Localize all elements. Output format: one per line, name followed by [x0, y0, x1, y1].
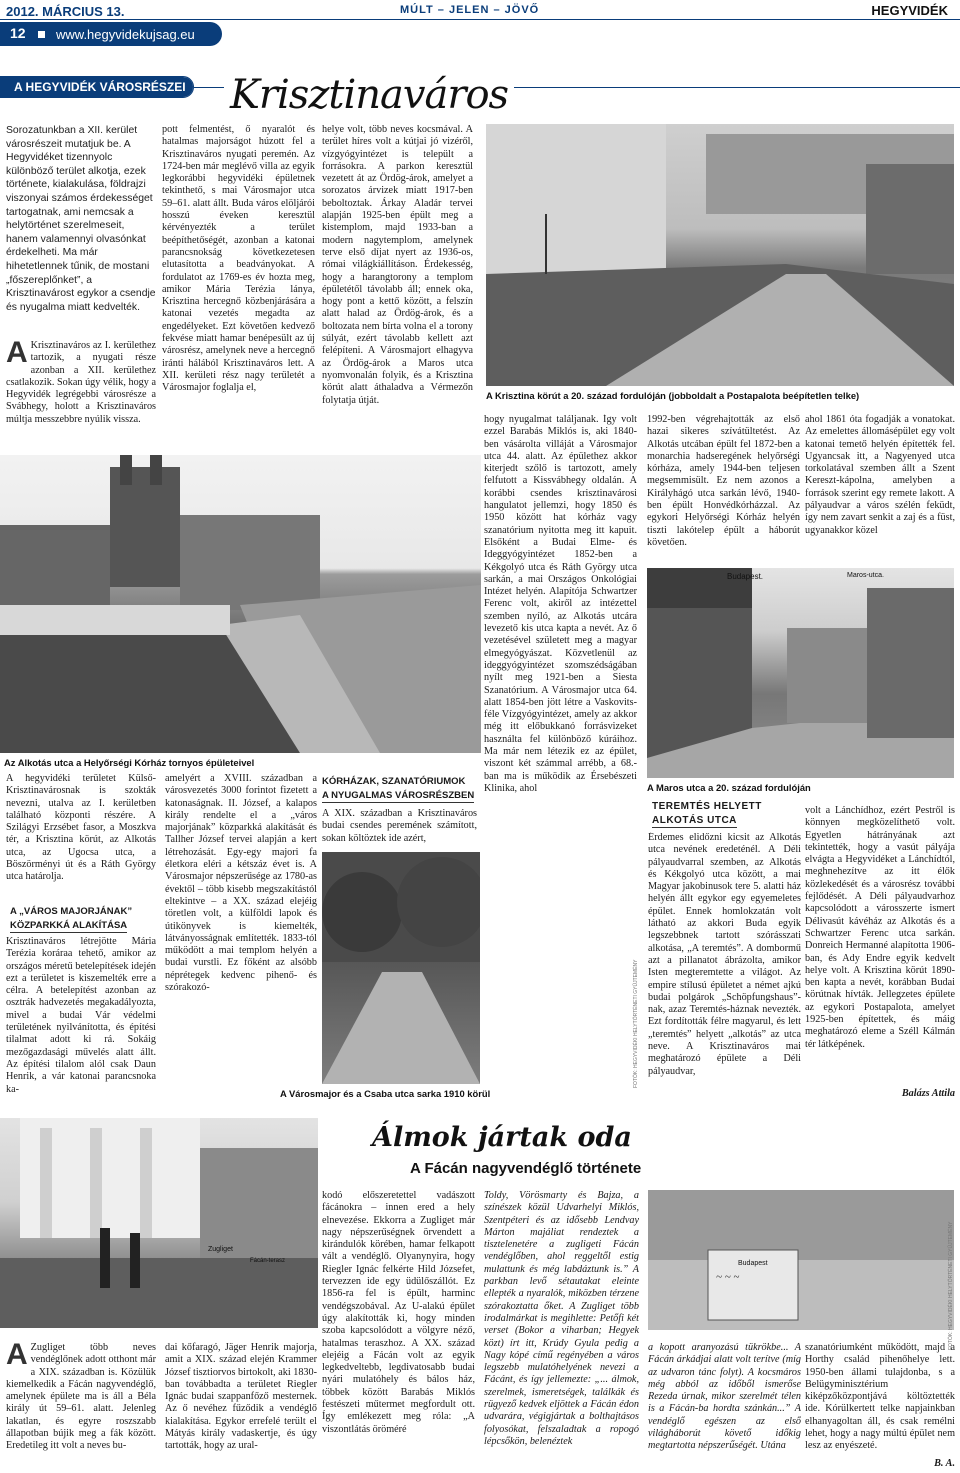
second-column-2: dai kőfaragó, Jäger Henrik majorja, amit a XIX. század elején Krammer József tisztiorvos birtokolt, aki 1830-ban továbbadta a területet Riegler Ignác budai szappanfőző mesternek. Az ő nevéhez fűződik a vendéglő kialakítása. Egykor errefelé terült el Mátyás király vadaskertje, és úgy tartották, hogy az ural-: [165, 1342, 317, 1452]
photo-credit-right: FOTÓK: HEGYVIDÉKI HELYTÖRTÉNETI GYŰJTEMÉNY: [633, 959, 639, 1088]
second-article-subtitle: A Fácán nagyvendéglő története: [410, 1160, 642, 1177]
series-title: A HEGYVIDÉK VÁROSRÉSZEI: [14, 80, 186, 94]
lower-left-intro: A hegyvidéki területet Külső-Krisztinavárosnak is szokták nevezni, utalva az I. kerületben található központi részére. A Szilágyi Erzsébet fasor, a Moszkva tér, a Krisztina körút, az Alkotás utca, az Ugocsa utca, a Böszörményi út és a Ráth György utca határolja.: [6, 773, 156, 883]
photo-krisztina-korut: [486, 124, 954, 386]
photo-postcard: [648, 1190, 954, 1330]
photo-maros-illustration: [647, 568, 954, 778]
hospitals-heading-1: KÓRHÁZAK, SZANATÓRIUMOK: [322, 776, 466, 787]
caption-krisztina-korut: A Krisztina körút a 20. század fordulóján (jobboldalt a Postapalota beépítetlen telke): [486, 390, 860, 401]
second-column-4: Toldy, Vörösmarty és Bajza, a színészek közül Udvarhelyi Miklós, Szentpéteri és az idősebb Lendvay Márton majáliat rendeztek a tisztelenetére a zugligeti Fácán vendéglőben, ahol reggeltől estig mulattunk és még labdáztunk is.” A parkban levő sétautakat eleinte ellepték a nyaralók, miközben térzene szórakoztatta őket. A Zugliget több irodalmárkat is megihlette: Petőfi két verset (Bokor a viharban; Hegyek közt) írt itt, Krúdy Gyula pedig a Nagy kópé című regényében a város legszebb mulatóhelyének nevezi a Fácánt, és így jellemezte: „... álmok, szerelmek, ismeretségek, találkák és rügyező kedvek eljöttek a Fácán édon udvarára, végigjártak a bolthajtásos folyosókat, felszaladtak a ropogó lépcsőkön, belenéztek: [484, 1190, 639, 1447]
second-column-3: kodó előszeretettel vadászott fácánokra – innen ered a hely elnevezése. Ekkorra a Zugliget már nagy népszerűségnek örvendett a kirándulók körében, hamar felkapott vált a vendéglő. Olyanynyira, hogy Riegler Ignác felkérte Hild Józsefet, tervezzen ide egy üdülőszállót. Ez 1856-ra fel is épült, harminc vendégszobával. Az U-alakú épület úgy alakították ki, hogy minden szoba kapcsolódott a völgyre néző, hatalmas teraszhoz. A XX. század elejéig a Fácán volt az egyik legkedveltebb, legdivatosabb budai nyári mulatóhely és bálos ház, többek között Barabás Miklós festészeti műtermet megfordult ott. Így emlékezett meg róla: „A viszontlátás öröméré: [322, 1190, 475, 1435]
photo-credit-bottom: FOTÓK: HEGYVIDÉKI HELYTÖRTÉNETI GYŰJTEMÉNY: [948, 1221, 954, 1350]
second-article-title: Álmok jártak oda: [372, 1122, 632, 1153]
maros-photo-label-utca: Maros-utca.: [847, 572, 884, 579]
maros-author: Balázs Attila: [901, 1088, 955, 1099]
website-link[interactable]: www.hegyvidekujsag.eu: [56, 27, 195, 42]
photo-alkotas-illustration: [0, 455, 481, 753]
second-column-6: szanatóriumként működött, majd a Horthy család pihenőhelye lett. 1950-ben állami tulajdonba, s a Belügyminisztérium kiképzőközpontjává költöztették ide. Kórülkertett telke napjainkban elhanyagoltan áll, és csak remélni lehet, hogy a nagy múltú épület nem lesz az enyészeté.: [805, 1342, 955, 1452]
article-title: Krisztinaváros: [224, 72, 514, 118]
lower-left-body: Krisztinaváros létrejötte Mária Terézia koráraa tehető, amikor az országos méretű betelepítések idején ezt a területet is kiszemelték erre a célra. A betelepítést azonban az osztrák hadvezetés megakadályozta, mivel a budai Vár védelmi területének nyilvánította, és építési tilalmat adott ki rá. Sokáig mezőgazdasági művelés alatt állt. Az építési tilalom alól csak Daun Henrik, a vár katonai parancsnoka ka-: [6, 936, 156, 1095]
second-column-1-text: Zugliget több neves vendéglőnek adott otthont már a XIX. században is. Közülük kiemelkedik a Fácán nagyvendéglő, amelynek épülete ma is áll a Béla király út 59–61. alatt. Jelenleg lakatlan, és egyre roszszabb állapotban bújik meg a fák között. Eredetileg itt volt a neves bu-: [6, 1342, 156, 1452]
hospitals-heading-2: A NYUGALMAS VÁROSRÉSZBEN: [322, 790, 475, 801]
bullet-square: [38, 31, 45, 38]
maros-heading-2: ALKOTÁS UTCA: [652, 815, 737, 826]
header-date: 2012. MÁRCIUS 13.: [6, 4, 125, 19]
page-number: 12: [10, 25, 26, 41]
second-column-1: [6, 1342, 156, 1470]
caption-maros-utca: A Maros utca a 20. század fordulóján: [647, 782, 811, 793]
column-3-top: helye volt, több neves kocsmával. A terület híres volt a kútjai jó vizéről, vízgyógyintézet is települt a forrásokra. A parkon keresztül vezetett át az Ördög-árok, amelyet a sorozatos árvizek miatt 1917-ben beboltoztak. Árkay Aladár tervei alapján 1925-ben épült meg a kistemplom, majd 1933-ban a modern nagytemplom, amelynek terve első díjat nyert az 1936-os, római világkiállításon. Érdekesség, hogy a harangtorony a templom épületétől távolabb áll; ennek oka, hogy pont a kettő között, a felszín alatt halad az Ördög-árok, és a boltozata nem bírta volna el a torony súlyát, ezért távolabb kellett azt felépíteni. A Városmajort elhagyva az Ördög-árok a Maros utca nyomvonalán folyik, és a Krisztina körút alatt áthaladva a Vérmezőn folytatja útját.: [322, 124, 473, 406]
photo-varosmajor-illustration: [322, 852, 480, 1084]
photo-zugliget-illustration: [0, 1118, 318, 1328]
mid-column-1: hogy nyugalmat találjanak. Így volt ezzel Barabás Miklós is, aki 1840-ben vásárolta villáját a Városmajor utca 44. alatt. Az épülethez akkor kiterjedt szőlő is tartozott, amely felfutott a Kissvábhegy oldalán. A korábbi csendes krisztinavárosi hangulatot jellemzi, hogy 1850 és 1950 között hat kórház vagy szanatórium nyitotta meg itt kapuit. Elsőként a Budai Elme- és Ideggyógyintézet 1852-ben a Kékgolyó utca és Ráth György utca sarkán, a mai Országos Onkológiai Intézet helyén. Alapítója Schwartzer Ferenc volt, akiről az intézettel szemben nyíló, az Alkotás utcára levezető kis utca kapta a nevét. Az ő vezetésével született meg a magyar elmegyógyászat. Közvetlenül az ideggyógyintézet szomszédságában nyílt meg 1921-ben a Siesta Szanatórium. A Városmajor utca 64. alatt 1854-ben jött létre a Vaskovits-féle Vízgyógyintézet, amely az akkor még itt előbukkanó forrásvizeket használta fel különböző kúráihoz. Ma már nem létezik ez az épület, viszont két számmal arrébb, a 68.-ban ma is működik az Érsebészeti Klinika, ahol: [484, 414, 637, 794]
photo-varosmajor: [322, 852, 480, 1084]
header-paper: HEGYVIDÉK: [871, 3, 948, 18]
caption-varosmajor: A Városmajor és a Csaba utca sarka 1910 körül: [280, 1088, 491, 1099]
lower-left-heading-2: KÖZPARKKÁ ALAKÍTÁSA: [10, 920, 128, 931]
intro-dropcap: A: [6, 340, 28, 369]
header-section: MÚLT – JELEN – JÖVŐ: [400, 4, 540, 16]
lead-paragraph: Sorozatunkban a XII. kerület városrészeit mutatjuk be. A Hegyvidéket tizennyolc különböző terület alkotja, ezek története, kialakulása, földrajzi viszonyai számos érdekességet tartogatnak, ami nemcsak a helytörténet szerelmeseit, hanem valamennyi olvasónkat érdekelheti. Ma már hihetetlennek tűnik, de mostani „főszereplőnket”, a Krisztinavárost egykor a csendje és nyugalma miatt kedvelték.: [6, 125, 156, 313]
photo-korut-illustration: [486, 124, 954, 386]
maros-heading-1: TEREMTÉS HELYETT: [652, 801, 762, 812]
lower-left-column-2: amelyért a XVIII. században a városvezetés 3000 forintot fizetett a katonaságnak. II. József, a kalapos király rendelte el a „város majorjának” közparkká alakítását és Tallher József tervei alapján a kert létrehozását. Egy-egy majori fa életkora eléri a kétszáz évet is. A Városmajor népszerűsége az 1780-as évektől – több kisebb megszakítástól eltekintve – a XX. század elejéig töretlen volt, a külföldi lapok és útikönyvek is kiemelték, látványosságnak említették. 1833-tól működött a mai templom helyén a budai vurstli. Ez főként az alsóbb néprétegek kedvenc pihenő- és szórakozó-: [165, 773, 317, 994]
photo-zugliget: [0, 1118, 318, 1328]
photo-postcard-illustration: [648, 1190, 954, 1330]
lower-left-heading-1: A „VÁROS MAJORJÁNAK”: [10, 906, 133, 917]
intro-text: Krisztinaváros az I. kerülethez tartozik, a nyugati része azonban a XII. kerülethez csatlakozik. Sokan úgy vélik, hogy a Hegyvidék legrégebbi városrésze a Svábhegy, holott a Krisztinaváros múltja messzebbre nyúlik vissza.: [6, 340, 156, 425]
maros-column-2: volt a Lánchídhoz, ezért Pestről is könnyen megközelíthető volt. Egyetlen hátrányának azt tekintették, hogy a vasút pályája elvágta a Hegyvidéket a Lánchídtól, meghnehezítve az itt élők közlekedését és a városrész további fejlődését. A Déli pályaudvarhoz kapcsolódott a városszerte ismert Délivasút kávéház az Alkotás és a Schwartzer Ferenc utca sarkán. Donreich Hermanné alapította 1906-ban, és Ady Endre egyik kedvelt helye volt. A Krisztina körút 1890-ben kapta a nevét, korábban Budai körútnak hívták. Jellegzetes épülete az egykori Postapalota, amelyet 1925-ben építettek, és máig meghatározó eleme a Széll Kálmán tér látképének.: [805, 805, 955, 1050]
maros-column-1: Érdemes elidőzni kicsit az Alkotás utca nevének eredeténél. A Déli pályaudvarral szemben, az Alkotás és Kékgolyó utca között, a mai Magyar jakobinusok tere 5. alatti ház helyén állt egykor egy egyemeletes épület. Ennek homlokzatán volt látható az akkori Buda egyik legszebbnek tartott szórásszati alkotása, „A teremtés”. A dombormű azt a pillanatot ábrázolta, amikor Isten megteremtette a világot. Az empire stílusú épületet a német ajkú budai polgárok „Schöpfungshaus”-nak, azaz Teremtés-háznak nevezték. Ezt fordították félre magyarul, és lett „teremtés” helyett „alkotás” az utca neve. A Krisztinaváros mai meghatározó épülete a Déli pályaudvar,: [648, 832, 801, 1077]
column-2-top: pott felmentést, ő nyaralót és hatalmas majorságot húzott fel a Krisztinaváros nyugati peremén. Az 1724-ben már meglévő villa az egyik legkorábbi hegyvidéki épületnek tekinthető, s mai Városmajor utca 59–61. alatt állt. Buda város elöljárói hosszú éveken keresztül kérvényezték a terület beépíthetőségét, azonban a katonai parancsnokság következetesen elutasította a beadványokat. A fordulatot az 1769-es év hozta meg, amikor Mária Terézia lánya, Krisztina hercegnő közbenjárására a katonai vezetés megadta az engedélyeket. Ezt követően kedvező fekvése miatt hamar benépesült az új városrész, amelynek neve a hercegnő iránti hálából Krisztinaváros lett. A XII. kerületi rész nagy területét a Városmajor foglalja el,: [162, 124, 315, 394]
second-dropcap: A: [6, 1342, 28, 1371]
mid-column-3: ahol 1861 óta fogadják a vonatokat. Az emelettes állomásépület egy volt katonai temető helyén építették fel. Ugyancsak itt, a Nagyenyed utca torkolatával szemben állt a Szent Kereszt-kápolna, amelyben a források szerint egy remete lakott. A pályaudvar a város szélén feküdt, így nem zavart senkit a zaj és a füst, ugyanakkor közel: [805, 414, 955, 536]
header-rule: [0, 19, 960, 20]
intro-paragraph: [6, 340, 156, 426]
maros-photo-label-budapest: Budapest.: [727, 572, 764, 581]
fecan-photo-label: Fácán-terasz: [250, 1258, 286, 1264]
second-author: B. A.: [934, 1458, 955, 1469]
zugliget-photo-label: Zugliget: [208, 1246, 233, 1253]
second-column-5: a kopott aranyozású tükrökbe... A Fácán árkádjai alatt volt terítve (míg az udvaron tánc folyt). A kocsmáros még abból az időből ismerőse Rezeda úrnak, mikor szerelmét télen is a Fácán-ba hordta szánkán...” A vendéglő egészen az első világháborút követő időkig megtartotta népszerűségét. Utána: [648, 1342, 801, 1452]
photo-alkotas-utca: [0, 455, 481, 753]
postcard-handwriting: ~ ~ ~: [716, 1271, 740, 1283]
postcard-label: Budapest: [738, 1260, 768, 1267]
hospitals-column: A XIX. században a Krisztinaváros budai csendes peremének számított, sokan költöztek ide azért,: [322, 808, 477, 844]
mid-column-2: 1992-ben végrehajtották az első hazai sikeres szívátültetést. Az Alkotás utcában épült fel 1872-ben a monarchia hadseregének helyőrségi kórháza, amely 1944-ben teljesen megsemmisült. Ez nem azonos a Királyhágó utca sarkán lévő, 1940-ben épült Honvédkórházzal. Az egykori Helyőrségi Kórház helyén tiszti lakótelep épült a háborút követően.: [647, 414, 800, 548]
caption-alkotas-utca: Az Alkotás utca a Helyőrségi Kórház tornyos épületeivel: [4, 757, 255, 768]
photo-maros-utca: [647, 568, 954, 778]
